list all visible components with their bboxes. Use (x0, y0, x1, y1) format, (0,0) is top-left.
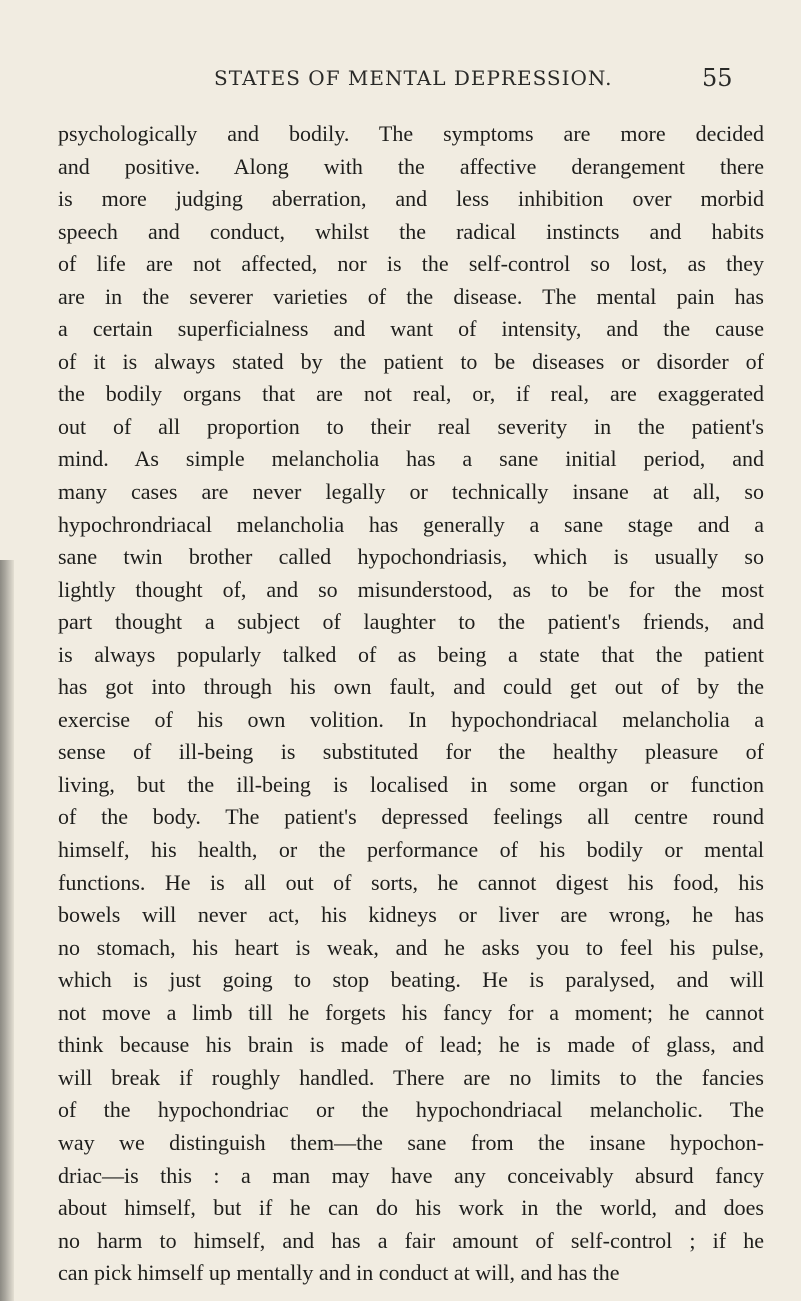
running-header: STATES OF MENTAL DEPRESSION. (214, 66, 613, 90)
text-line: out of all proportion to their real severity in the patient's (58, 413, 764, 439)
text-line: sense of ill-being is substituted for the healthy pleasure of (58, 739, 764, 765)
text-line: driac—is this : a man may have any conceivably absurd fancy (58, 1162, 764, 1188)
text-line: mind. As simple melancholia has a sane initial period, and (58, 446, 764, 472)
text-line: will break if roughly handled. There are no limits to the fancies (58, 1064, 764, 1090)
page-number: 55 (702, 64, 733, 92)
text-line: of the body. The patient's depressed feelings all centre round (58, 804, 764, 830)
text-line: has got into through his own fault, and could get out of by the (58, 674, 764, 700)
body-text (58, 118, 764, 1290)
text-line: many cases are never legally or technically insane at all, so (58, 479, 764, 505)
text-line: no harm to himself, and has a fair amount of self-control ; if he (58, 1227, 764, 1253)
text-line: a certain superficialness and want of intensity, and the cause (58, 316, 764, 342)
text-line: are in the severer varieties of the disease. The mental pain has (58, 283, 764, 309)
text-line: the bodily organs that are not real, or, if real, are exaggerated (58, 381, 764, 407)
text-line: bowels will never act, his kidneys or liver are wrong, he has (58, 902, 764, 928)
text-line: exercise of his own volition. In hypochondriacal melancholia a (58, 706, 764, 732)
text-line: think because his brain is made of lead; he is made of glass, and (58, 1032, 764, 1058)
text-line: himself, his health, or the performance of his bodily or mental (58, 837, 764, 863)
text-line: part thought a subject of laughter to the patient's friends, and (58, 609, 764, 635)
text-line: sane twin brother called hypochondriasis, which is usually so (58, 544, 764, 570)
text-line: can pick himself up mentally and in conduct at will, and has the (58, 1260, 620, 1286)
text-line: is more judging aberration, and less inhibition over morbid (58, 186, 764, 212)
text-line: hypochrondriacal melancholia has generally a sane stage and a (58, 511, 764, 537)
text-line: psychologically and bodily. The symptoms are more decided (58, 121, 764, 146)
binding-shadow (0, 560, 14, 1301)
text-line: way we distinguish them—the sane from the insane hypochon- (58, 1129, 764, 1155)
text-line: living, but the ill-being is localised in some organ or function (58, 771, 764, 797)
text-line: functions. He is all out of sorts, he cannot digest his food, his (58, 869, 764, 895)
text-line: which is just going to stop beating. He is paralysed, and will (58, 967, 764, 993)
text-line: lightly thought of, and so misunderstood, as to be for the most (58, 576, 764, 602)
text-line: about himself, but if he can do his work in the world, and does (58, 1195, 764, 1221)
text-line: speech and conduct, whilst the radical instincts and habits (58, 218, 764, 244)
text-line: not move a limb till he forgets his fancy for a moment; he cannot (58, 999, 764, 1025)
text-line: of life are not affected, nor is the self-control so lost, as they (58, 251, 764, 277)
text-line: no stomach, his heart is weak, and he asks you to feel his pulse, (58, 934, 764, 960)
text-line: and positive. Along with the affective derangement there (58, 153, 764, 179)
text-line: of the hypochondriac or the hypochondriacal melancholic. The (58, 1097, 764, 1123)
text-line: is always popularly talked of as being a state that the patient (58, 641, 764, 667)
text-line: of it is always stated by the patient to be diseases or disorder of (58, 348, 764, 374)
